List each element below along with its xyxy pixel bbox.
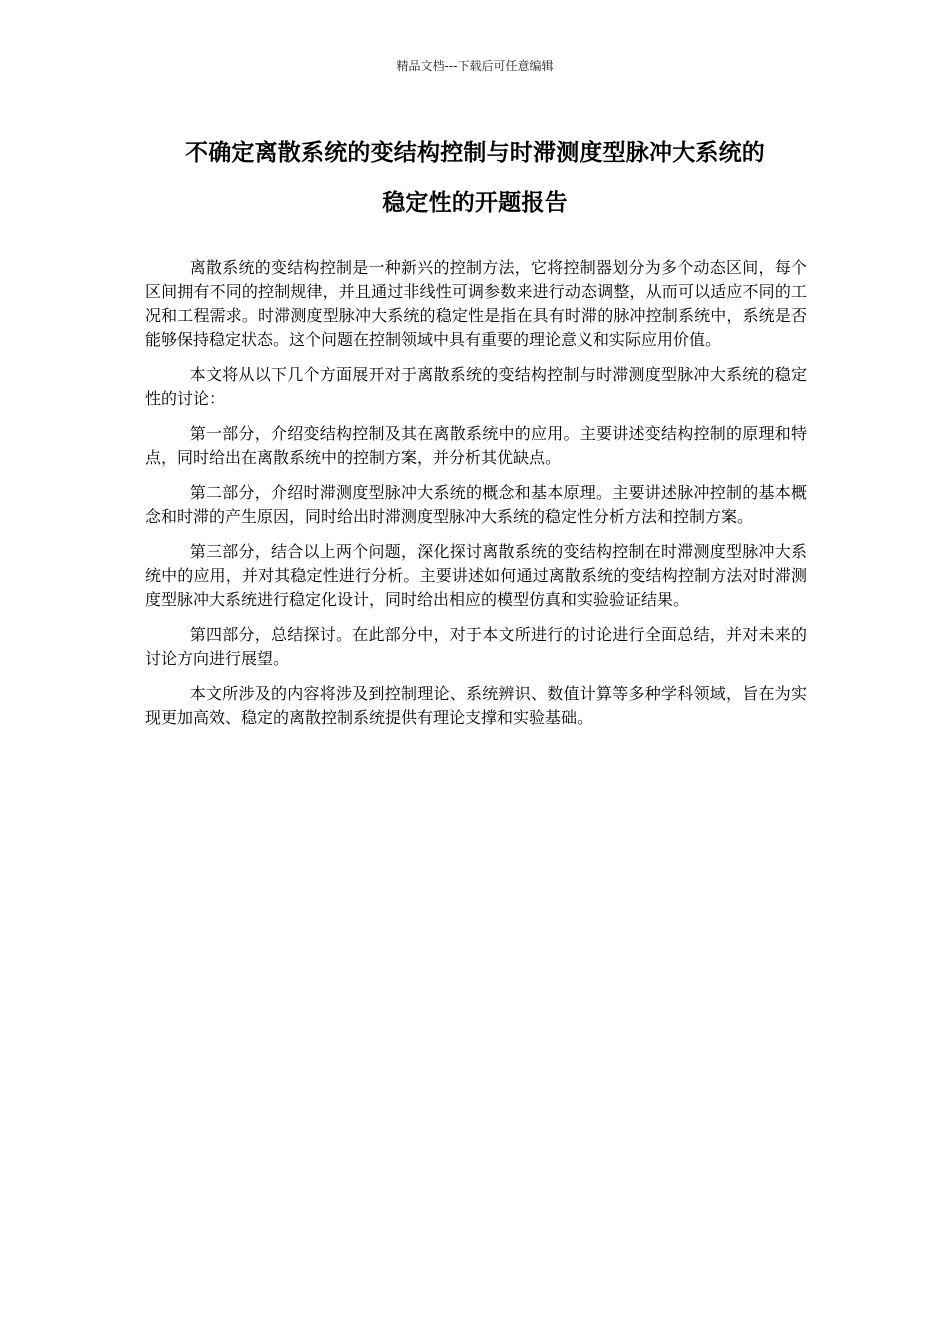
paragraph-part-three: 第三部分，结合以上两个问题，深化探讨离散系统的变结构控制在时滞测度型脉冲大系统中的应用，并对其稳定性进行分析。主要讲述如何通过离散系统的变结构控制方法对时滞测度型脉冲大系统进行稳定化设计，同时给出相应的模型仿真和实验验证结果。: [145, 542, 807, 609]
title-line-2: 稳定性的开题报告: [382, 190, 568, 216]
paragraph-part-two: 第二部分，介绍时滞测度型脉冲大系统的概念和基本原理。主要讲述脉冲控制的基本概念和时滞的产生原因，同时给出时滞测度型脉冲大系统的稳定性分析方法和控制方案。: [145, 483, 807, 526]
title-line-1: 不确定离散系统的变结构控制与时滞测度型脉冲大系统的: [185, 140, 765, 166]
paragraph-part-one: 第一部分，介绍变结构控制及其在离散系统中的应用。主要讲述变结构控制的原理和特点，同时给出在离散系统中的控制方案，并分析其优缺点。: [145, 424, 807, 467]
document-body: [145, 256, 807, 741]
header-note: 精品文档---下载后可任意编辑: [396, 59, 554, 73]
paragraph-outline: 本文将从以下几个方面展开对于离散系统的变结构控制与时滞测度型脉冲大系统的稳定性的讨论：: [145, 365, 807, 408]
paragraph-conclusion: 本文所涉及的内容将涉及到控制理论、系统辨识、数值计算等多种学科领域，旨在为实现更加高效、稳定的离散控制系统提供有理论支撑和实验基础。: [145, 684, 807, 727]
document-title: [145, 128, 805, 228]
paragraph-intro: 离散系统的变结构控制是一种新兴的控制方法，它将控制器划分为多个动态区间，每个区间拥有不同的控制规律，并且通过非线性可调参数来进行动态调整，从而可以适应不同的工况和工程需求。时滞测度型脉冲大系统的稳定性是指在具有时滞的脉冲控制系统中，系统是否能够保持稳定状态。这个问题在控制领域中具有重要的理论意义和实际应用价值。: [145, 258, 807, 349]
paragraph-part-four: 第四部分，总结探讨。在此部分中，对于本文所进行的讨论进行全面总结，并对未来的讨论方向进行展望。: [145, 625, 807, 668]
